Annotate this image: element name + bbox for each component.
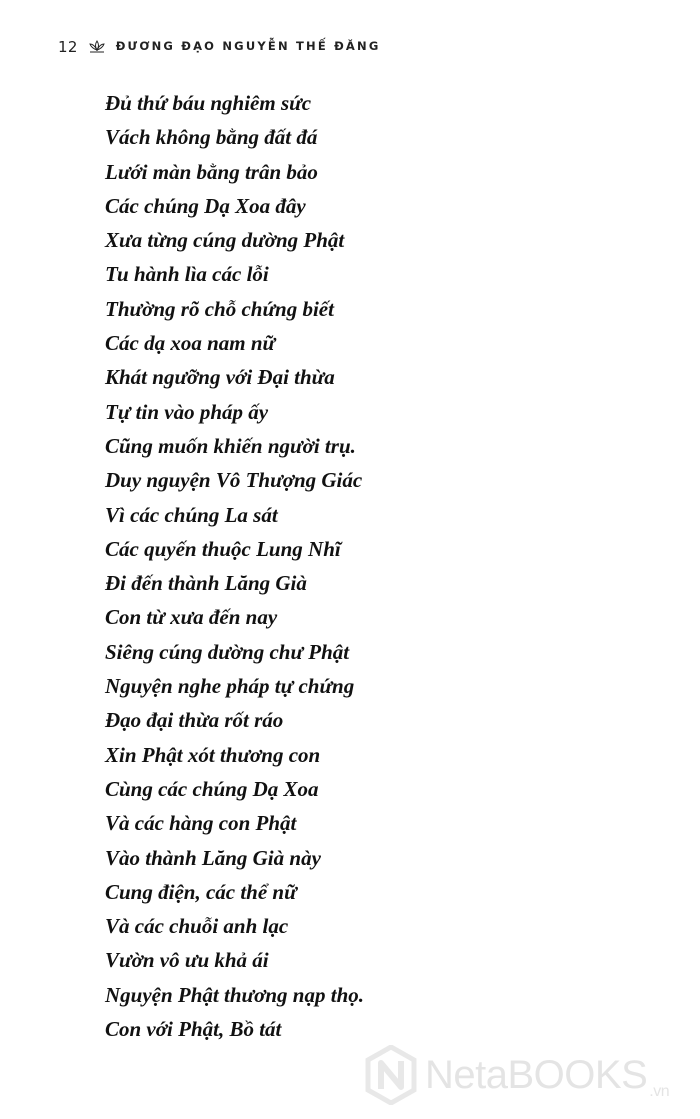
poem-line: Xưa từng cúng dường Phật (105, 228, 345, 253)
poem-line: Tu hành lìa các lỗi (105, 262, 269, 287)
poem-line: Và các chuỗi anh lạc (105, 914, 289, 939)
poem-line: Duy nguyện Vô Thượng Giác (105, 468, 363, 493)
poem-line: Cung điện, các thể nữ (105, 879, 297, 904)
poem-line: Thường rõ chỗ chứng biết (105, 296, 334, 321)
poem-line: Vì các chúng La sát (105, 502, 278, 527)
poem-line: Các dạ xoa nam nữ (105, 331, 276, 356)
poem-block (105, 86, 625, 1046)
poem-line: Xin Phật xót thương con (105, 742, 321, 767)
poem-line: Lưới màn bằng trân bảo (105, 159, 318, 184)
poem-line: Đạo đại thừa rốt ráo (105, 708, 284, 733)
poem-line: Nguyện nghe pháp tự chứng (105, 674, 355, 699)
poem-line: Đi đến thành Lăng Già (105, 571, 307, 596)
watermark (365, 1040, 695, 1110)
poem-line: Vườn vô ưu khả ái (105, 948, 269, 973)
page-number: 12 (58, 37, 78, 56)
poem-line: Cũng muốn khiến người trụ. (105, 433, 356, 458)
n-hexagon-logo-icon (365, 1045, 417, 1105)
poem-line: Con từ xưa đến nay (105, 605, 278, 630)
running-title: ĐƯƠNG ĐẠO NGUYỄN THẾ ĐĂNG (115, 39, 381, 54)
poem-line: Khát ngưỡng với Đại thừa (105, 365, 335, 390)
poem-line: Các chúng Dạ Xoa đây (105, 193, 306, 218)
lotus-icon (88, 40, 106, 54)
running-header (58, 36, 381, 58)
poem-line: Và các hàng con Phật (105, 811, 297, 836)
poem-line: Siêng cúng dường chư Phật (105, 639, 350, 664)
watermark-suffix: .vn (649, 1083, 670, 1100)
poem-line: Nguyện Phật thương nạp thọ. (105, 982, 364, 1007)
poem-line: Con với Phật, Bồ tát (105, 1017, 282, 1042)
poem-line: Tự tin vào pháp ấy (105, 399, 269, 424)
poem-line: Vào thành Lăng Già này (105, 845, 321, 870)
watermark-text: NetaBOOKS $_{.vn}$ (425, 1053, 670, 1100)
poem-line: Cùng các chúng Dạ Xoa (105, 776, 319, 801)
poem-line: Đủ thứ báu nghiêm sức (105, 91, 312, 115)
poem-line: Vách không bằng đất đá (105, 125, 318, 150)
poem-line: Các quyến thuộc Lung Nhĩ (105, 536, 341, 561)
